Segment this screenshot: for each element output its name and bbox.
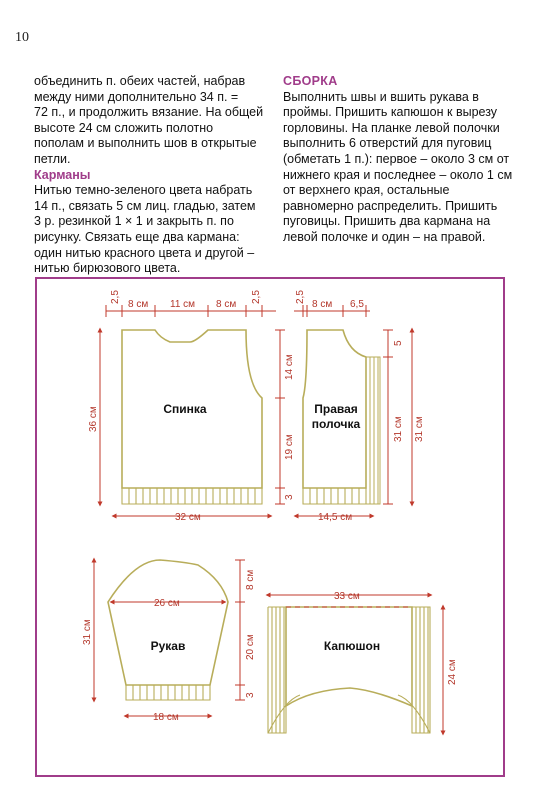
section-heading-assembly: СБОРКА bbox=[283, 74, 338, 88]
text-line: 3 р. резинкой 1 × 1 и закрыть п. по bbox=[34, 214, 234, 229]
sleeve-right-dim-2: 20 см bbox=[245, 634, 256, 660]
sleeve-right-dim-3: 3 bbox=[245, 692, 256, 698]
page-number: 10 bbox=[15, 30, 29, 45]
back-top-dim-1: 2,5 bbox=[110, 290, 121, 304]
back-right-dim-3: 3 bbox=[284, 494, 295, 500]
back-right-dim-1: 14 см bbox=[284, 354, 295, 380]
text-line: Выполнить швы и вшить рукава в bbox=[283, 89, 479, 104]
text-line: пуговицы. Пришить два кармана на bbox=[283, 214, 491, 229]
sleeve-outline bbox=[108, 560, 228, 685]
sleeve-bottom-dim: 18 см bbox=[153, 712, 179, 723]
back-width-dim: 32 см bbox=[175, 512, 201, 523]
sleeve-top-dim: 26 см bbox=[154, 598, 180, 609]
sleeve-height-dim: 31 см bbox=[82, 619, 93, 645]
back-top-dim-2: 8 см bbox=[128, 299, 149, 310]
front-top-dim-3: 6,5 bbox=[350, 299, 364, 310]
front-ribbing bbox=[303, 488, 366, 504]
front-label-line2: полочка bbox=[311, 417, 361, 431]
front-placket bbox=[366, 357, 380, 504]
hood-ribbing bbox=[268, 607, 430, 733]
sleeve-right-dim-1: 8 см bbox=[245, 569, 256, 590]
front-width-dim: 14,5 см bbox=[318, 512, 353, 523]
text-line: горловины. На планке левой полочки bbox=[283, 120, 500, 135]
text-line: проймы. Пришить капюшон к вырезу bbox=[283, 105, 498, 120]
text-line: левой полочке и один – на правой. bbox=[283, 229, 486, 244]
hood-label: Капюшон bbox=[323, 639, 381, 653]
front-right-dim-2: 31 см bbox=[393, 416, 404, 442]
text-line: выполнить 6 отверстий для пуговиц bbox=[283, 136, 492, 151]
text-line: объединить п. обеих частей, набрав bbox=[34, 74, 246, 88]
section-heading-pockets: Карманы bbox=[34, 167, 91, 182]
text-line: 14 п., связать 5 см лиц. гладью, затем bbox=[34, 198, 256, 213]
back-top-dim-3: 11 см bbox=[170, 299, 196, 310]
text-line: рисунку. Связать еще два кармана: bbox=[34, 229, 240, 244]
text-line: высоте 24 см сложить полотно bbox=[34, 120, 214, 135]
text-line: нижнего края и последнее – около 1 см bbox=[283, 167, 513, 182]
text-line: от верхнего края, остальные bbox=[283, 183, 450, 198]
hood-top-dim: 33 см bbox=[334, 591, 360, 602]
front-top-dim-1: 2,5 bbox=[295, 290, 306, 304]
front-outer-dim: 31 см bbox=[414, 416, 425, 442]
back-ribbing bbox=[122, 488, 262, 504]
text-line: один нитью красного цвета и другой – bbox=[34, 245, 255, 260]
text-line: петли. bbox=[34, 151, 71, 166]
front-right-dim-1: 5 bbox=[393, 340, 404, 346]
sleeve-label: Рукав bbox=[150, 639, 186, 653]
text-line: пополам и выполнить шов в открытые bbox=[34, 136, 257, 151]
sleeve-ribbing bbox=[126, 685, 210, 700]
back-height-dim: 36 см bbox=[88, 406, 99, 432]
front-top-dim-2: 8 см bbox=[312, 299, 333, 310]
back-top-dim-4: 8 см bbox=[216, 299, 237, 310]
text-line: Нитью темно-зеленого цвета набрать bbox=[34, 183, 253, 198]
hood-height-dim: 24 см bbox=[447, 659, 458, 685]
text-line: нитью бирюзового цвета. bbox=[34, 261, 181, 276]
back-label: Спинка bbox=[163, 402, 207, 416]
front-label-line1: Правая bbox=[314, 402, 358, 416]
back-right-dim-2: 19 см bbox=[284, 434, 295, 460]
text-line: между ними дополнительно 34 п. = bbox=[34, 89, 239, 104]
back-top-dim-5: 2,5 bbox=[251, 290, 262, 304]
text-line: (обметать 1 п.): первое – около 3 см от bbox=[283, 151, 510, 166]
hood-outline bbox=[286, 607, 412, 706]
text-line: 72 п., и продолжить вязание. На общей bbox=[34, 105, 264, 120]
text-line: равномерно распределить. Пришить bbox=[283, 198, 498, 213]
